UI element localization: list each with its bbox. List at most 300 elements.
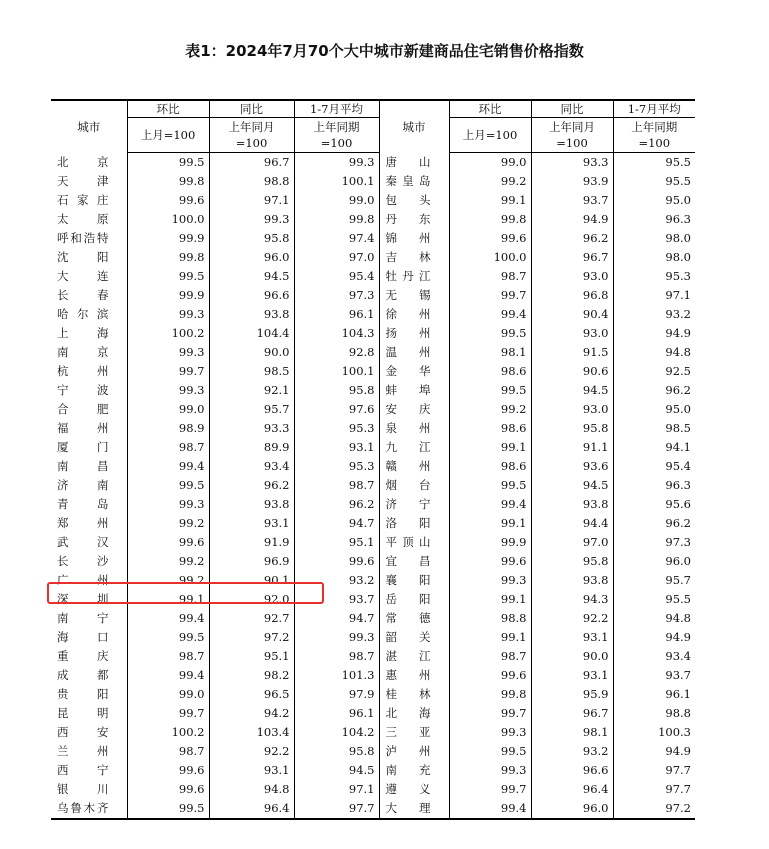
avg-left-cell: 92.8 bbox=[294, 343, 379, 362]
avg-left-cell: 99.3 bbox=[294, 628, 379, 647]
yoy-left-cell: 96.6 bbox=[209, 286, 294, 305]
yoy-right-cell: 95.8 bbox=[531, 419, 613, 438]
yoy-left-cell: 95.7 bbox=[209, 400, 294, 419]
mom-right-cell: 98.1 bbox=[449, 343, 531, 362]
city-right-cell: 泸州 bbox=[379, 742, 449, 761]
table-row bbox=[51, 552, 695, 571]
mom-left-cell: 99.1 bbox=[127, 590, 209, 609]
mom-left-cell: 98.7 bbox=[127, 742, 209, 761]
city-left-cell: 合肥 bbox=[57, 402, 109, 416]
yoy-right-cell: 93.0 bbox=[531, 400, 613, 419]
yoy-right-cell: 94.5 bbox=[531, 381, 613, 400]
mom-left-cell: 99.5 bbox=[127, 153, 209, 173]
city-right-cell: 济宁 bbox=[379, 495, 449, 514]
header-mom-base-right: 上月=100 bbox=[449, 118, 531, 153]
mom-right-cell: 99.4 bbox=[449, 495, 531, 514]
header-city-left: 城市 bbox=[77, 119, 101, 134]
table-row bbox=[51, 400, 695, 419]
mom-right-cell: 99.1 bbox=[449, 514, 531, 533]
yoy-right-cell: 94.3 bbox=[531, 590, 613, 609]
avg-right-cell: 95.5 bbox=[613, 153, 695, 173]
avg-left-cell: 95.4 bbox=[294, 267, 379, 286]
avg-right-cell: 97.1 bbox=[613, 286, 695, 305]
city-left-cell: 西安 bbox=[57, 725, 109, 739]
yoy-left-cell: 98.2 bbox=[209, 666, 294, 685]
yoy-left-cell: 92.2 bbox=[209, 742, 294, 761]
yoy-left-cell: 104.4 bbox=[209, 324, 294, 343]
avg-right-cell: 96.2 bbox=[613, 514, 695, 533]
yoy-right-cell: 93.9 bbox=[531, 172, 613, 191]
avg-left-cell: 94.7 bbox=[294, 609, 379, 628]
yoy-left-cell: 91.9 bbox=[209, 533, 294, 552]
yoy-right-cell: 93.0 bbox=[531, 324, 613, 343]
city-left-cell: 重庆 bbox=[57, 649, 109, 663]
city-right-cell: 扬州 bbox=[379, 324, 449, 343]
avg-left-cell: 97.6 bbox=[294, 400, 379, 419]
yoy-left-cell: 96.0 bbox=[209, 248, 294, 267]
yoy-left-cell: 93.8 bbox=[209, 305, 294, 324]
yoy-right-cell: 93.6 bbox=[531, 457, 613, 476]
header-yoy-base-left: 上年同月 =100 bbox=[209, 118, 294, 153]
yoy-left-cell: 93.4 bbox=[209, 457, 294, 476]
avg-right-cell: 95.4 bbox=[613, 457, 695, 476]
header-mom-left: 环比 bbox=[127, 100, 209, 118]
header-yoy-left: 同比 bbox=[209, 100, 294, 118]
table-row bbox=[51, 799, 695, 819]
avg-left-cell: 104.2 bbox=[294, 723, 379, 742]
table-row bbox=[51, 419, 695, 438]
avg-right-cell: 96.3 bbox=[613, 210, 695, 229]
city-right-cell: 大理 bbox=[379, 799, 449, 819]
yoy-left-cell: 95.8 bbox=[209, 229, 294, 248]
yoy-left-cell: 95.1 bbox=[209, 647, 294, 666]
yoy-left-cell: 92.0 bbox=[209, 590, 294, 609]
mom-left-cell: 99.0 bbox=[127, 400, 209, 419]
avg-right-cell: 98.0 bbox=[613, 229, 695, 248]
avg-left-cell: 98.7 bbox=[294, 647, 379, 666]
avg-right-cell: 94.9 bbox=[613, 324, 695, 343]
city-left-cell: 济南 bbox=[57, 478, 109, 492]
avg-right-cell: 92.5 bbox=[613, 362, 695, 381]
avg-left-cell: 94.7 bbox=[294, 514, 379, 533]
avg-left-cell: 98.7 bbox=[294, 476, 379, 495]
table-row bbox=[51, 495, 695, 514]
mom-left-cell: 98.7 bbox=[127, 647, 209, 666]
city-left-cell: 武汉 bbox=[57, 535, 109, 549]
avg-left-cell: 93.7 bbox=[294, 590, 379, 609]
table-row bbox=[51, 457, 695, 476]
mom-right-cell: 99.3 bbox=[449, 761, 531, 780]
avg-left-cell: 95.8 bbox=[294, 742, 379, 761]
header-avg-left: 1-7月平均 bbox=[294, 100, 379, 118]
yoy-right-cell: 96.7 bbox=[531, 248, 613, 267]
city-left-cell: 昆明 bbox=[57, 706, 109, 720]
yoy-right-cell: 96.4 bbox=[531, 780, 613, 799]
avg-right-cell: 95.0 bbox=[613, 191, 695, 210]
city-right-cell: 湛江 bbox=[379, 647, 449, 666]
table-row bbox=[51, 514, 695, 533]
mom-left-cell: 99.5 bbox=[127, 267, 209, 286]
city-left-cell: 南京 bbox=[57, 345, 109, 359]
table-row bbox=[51, 229, 695, 248]
yoy-right-cell: 93.3 bbox=[531, 153, 613, 173]
yoy-left-cell: 93.1 bbox=[209, 761, 294, 780]
mom-left-cell: 99.9 bbox=[127, 286, 209, 305]
city-right-cell: 韶关 bbox=[379, 628, 449, 647]
table-row bbox=[51, 533, 695, 552]
mom-right-cell: 99.6 bbox=[449, 666, 531, 685]
yoy-right-cell: 96.0 bbox=[531, 799, 613, 819]
yoy-right-cell: 96.7 bbox=[531, 704, 613, 723]
mom-right-cell: 99.4 bbox=[449, 305, 531, 324]
avg-left-cell: 94.5 bbox=[294, 761, 379, 780]
city-left-cell: 深圳 bbox=[57, 592, 109, 606]
table-row bbox=[51, 172, 695, 191]
city-left-cell: 西宁 bbox=[57, 763, 109, 777]
mom-right-cell: 99.6 bbox=[449, 229, 531, 248]
table-row bbox=[51, 780, 695, 799]
mom-right-cell: 98.6 bbox=[449, 419, 531, 438]
yoy-right-cell: 94.9 bbox=[531, 210, 613, 229]
city-left-cell: 大连 bbox=[57, 269, 109, 283]
avg-left-cell: 97.4 bbox=[294, 229, 379, 248]
city-right-cell: 九江 bbox=[379, 438, 449, 457]
city-left-cell: 兰州 bbox=[57, 744, 109, 758]
yoy-right-cell: 96.2 bbox=[531, 229, 613, 248]
yoy-right-cell: 90.6 bbox=[531, 362, 613, 381]
mom-right-cell: 99.5 bbox=[449, 324, 531, 343]
avg-right-cell: 95.5 bbox=[613, 590, 695, 609]
mom-right-cell: 99.7 bbox=[449, 780, 531, 799]
city-right-cell: 安庆 bbox=[379, 400, 449, 419]
header-mom-base-left: 上月=100 bbox=[127, 118, 209, 153]
city-left-cell: 郑州 bbox=[57, 516, 109, 530]
city-left-cell: 成都 bbox=[57, 668, 109, 682]
yoy-right-cell: 94.5 bbox=[531, 476, 613, 495]
mom-left-cell: 100.2 bbox=[127, 324, 209, 343]
city-right-cell: 烟台 bbox=[379, 476, 449, 495]
avg-right-cell: 95.3 bbox=[613, 267, 695, 286]
mom-left-cell: 99.2 bbox=[127, 571, 209, 590]
city-right-cell: 遵义 bbox=[379, 780, 449, 799]
yoy-left-cell: 96.7 bbox=[209, 153, 294, 173]
city-right-cell: 牡丹江 bbox=[379, 267, 449, 286]
city-left-cell: 北京 bbox=[57, 154, 109, 169]
mom-right-cell: 98.7 bbox=[449, 647, 531, 666]
yoy-right-cell: 91.5 bbox=[531, 343, 613, 362]
city-right-cell: 平顶山 bbox=[379, 533, 449, 552]
avg-left-cell: 95.1 bbox=[294, 533, 379, 552]
avg-left-cell: 104.3 bbox=[294, 324, 379, 343]
avg-right-cell: 100.3 bbox=[613, 723, 695, 742]
mom-right-cell: 98.6 bbox=[449, 362, 531, 381]
city-right-cell: 南充 bbox=[379, 761, 449, 780]
yoy-left-cell: 96.9 bbox=[209, 552, 294, 571]
mom-right-cell: 99.1 bbox=[449, 438, 531, 457]
avg-right-cell: 98.8 bbox=[613, 704, 695, 723]
city-right-cell: 惠州 bbox=[379, 666, 449, 685]
city-right-cell: 丹东 bbox=[379, 210, 449, 229]
mom-left-cell: 98.9 bbox=[127, 419, 209, 438]
avg-right-cell: 96.2 bbox=[613, 381, 695, 400]
yoy-right-cell: 95.8 bbox=[531, 552, 613, 571]
table-row bbox=[51, 210, 695, 229]
mom-left-cell: 99.8 bbox=[127, 248, 209, 267]
yoy-left-cell: 92.7 bbox=[209, 609, 294, 628]
table-row bbox=[51, 248, 695, 267]
yoy-right-cell: 93.2 bbox=[531, 742, 613, 761]
table-row bbox=[51, 153, 695, 173]
yoy-right-cell: 93.7 bbox=[531, 191, 613, 210]
city-left-cell: 太原 bbox=[57, 212, 109, 226]
table-title: 表1：2024年7月70个大中城市新建商品住宅销售价格指数 bbox=[185, 42, 584, 60]
mom-left-cell: 99.6 bbox=[127, 191, 209, 210]
avg-left-cell: 96.1 bbox=[294, 305, 379, 324]
avg-right-cell: 93.4 bbox=[613, 647, 695, 666]
city-left-cell: 银川 bbox=[57, 782, 109, 796]
avg-left-cell: 97.3 bbox=[294, 286, 379, 305]
header-mom-right: 环比 bbox=[449, 100, 531, 118]
city-right-cell: 三亚 bbox=[379, 723, 449, 742]
city-right-cell: 岳阳 bbox=[379, 590, 449, 609]
city-left-cell: 福州 bbox=[57, 421, 109, 435]
mom-right-cell: 99.2 bbox=[449, 400, 531, 419]
table-row bbox=[51, 761, 695, 780]
avg-left-cell: 99.3 bbox=[294, 153, 379, 173]
mom-right-cell: 99.9 bbox=[449, 533, 531, 552]
avg-right-cell: 94.9 bbox=[613, 742, 695, 761]
yoy-right-cell: 91.1 bbox=[531, 438, 613, 457]
avg-right-cell: 98.5 bbox=[613, 419, 695, 438]
mom-right-cell: 98.7 bbox=[449, 267, 531, 286]
header-avg-base-left: 上年同期 =100 bbox=[294, 118, 379, 153]
mom-left-cell: 100.2 bbox=[127, 723, 209, 742]
yoy-right-cell: 97.0 bbox=[531, 533, 613, 552]
mom-left-cell: 99.6 bbox=[127, 761, 209, 780]
avg-right-cell: 95.5 bbox=[613, 172, 695, 191]
mom-left-cell: 99.7 bbox=[127, 704, 209, 723]
avg-right-cell: 94.9 bbox=[613, 628, 695, 647]
table-row bbox=[51, 343, 695, 362]
avg-left-cell: 97.1 bbox=[294, 780, 379, 799]
mom-left-cell: 99.5 bbox=[127, 799, 209, 819]
header-avg-base-right: 上年同期 =100 bbox=[613, 118, 695, 153]
avg-right-cell: 94.8 bbox=[613, 343, 695, 362]
yoy-right-cell: 98.1 bbox=[531, 723, 613, 742]
yoy-left-cell: 93.3 bbox=[209, 419, 294, 438]
yoy-right-cell: 93.8 bbox=[531, 495, 613, 514]
mom-left-cell: 100.0 bbox=[127, 210, 209, 229]
mom-left-cell: 99.6 bbox=[127, 533, 209, 552]
mom-right-cell: 99.1 bbox=[449, 628, 531, 647]
table-row bbox=[51, 647, 695, 666]
city-right-cell: 襄阳 bbox=[379, 571, 449, 590]
yoy-left-cell: 97.2 bbox=[209, 628, 294, 647]
avg-left-cell: 101.3 bbox=[294, 666, 379, 685]
mom-left-cell: 99.9 bbox=[127, 229, 209, 248]
price-index-table bbox=[51, 99, 695, 820]
avg-right-cell: 97.3 bbox=[613, 533, 695, 552]
yoy-right-cell: 93.1 bbox=[531, 628, 613, 647]
mom-right-cell: 99.5 bbox=[449, 381, 531, 400]
avg-right-cell: 95.6 bbox=[613, 495, 695, 514]
mom-left-cell: 99.2 bbox=[127, 514, 209, 533]
yoy-left-cell: 92.1 bbox=[209, 381, 294, 400]
city-left-cell: 呼和浩特 bbox=[57, 231, 109, 245]
city-right-cell: 徐州 bbox=[379, 305, 449, 324]
table-row bbox=[51, 324, 695, 343]
mom-left-cell: 99.4 bbox=[127, 457, 209, 476]
city-left-cell: 天津 bbox=[57, 174, 109, 188]
avg-right-cell: 93.2 bbox=[613, 305, 695, 324]
header-avg-right: 1-7月平均 bbox=[613, 100, 695, 118]
city-left-cell: 厦门 bbox=[57, 440, 109, 454]
mom-left-cell: 99.5 bbox=[127, 628, 209, 647]
yoy-left-cell: 98.8 bbox=[209, 172, 294, 191]
city-left-cell: 广州 bbox=[57, 573, 109, 587]
city-right-cell: 秦皇岛 bbox=[379, 172, 449, 191]
avg-right-cell: 94.8 bbox=[613, 609, 695, 628]
avg-right-cell: 97.7 bbox=[613, 780, 695, 799]
mom-right-cell: 99.0 bbox=[449, 153, 531, 173]
avg-right-cell: 95.0 bbox=[613, 400, 695, 419]
yoy-left-cell: 94.5 bbox=[209, 267, 294, 286]
yoy-right-cell: 96.6 bbox=[531, 761, 613, 780]
table-row bbox=[51, 476, 695, 495]
table-row bbox=[51, 286, 695, 305]
city-right-cell: 常德 bbox=[379, 609, 449, 628]
mom-left-cell: 99.8 bbox=[127, 172, 209, 191]
city-left-cell: 南昌 bbox=[57, 459, 109, 473]
city-left-cell: 哈尔滨 bbox=[57, 307, 109, 321]
mom-right-cell: 99.4 bbox=[449, 799, 531, 819]
city-right-cell: 锦州 bbox=[379, 229, 449, 248]
mom-right-cell: 99.2 bbox=[449, 172, 531, 191]
table-row bbox=[51, 628, 695, 647]
avg-left-cell: 95.3 bbox=[294, 419, 379, 438]
avg-right-cell: 93.7 bbox=[613, 666, 695, 685]
city-right-cell: 无锡 bbox=[379, 286, 449, 305]
avg-right-cell: 95.7 bbox=[613, 571, 695, 590]
city-left-cell: 青岛 bbox=[57, 497, 109, 511]
avg-left-cell: 99.8 bbox=[294, 210, 379, 229]
avg-right-cell: 96.3 bbox=[613, 476, 695, 495]
mom-left-cell: 99.6 bbox=[127, 780, 209, 799]
avg-right-cell: 94.1 bbox=[613, 438, 695, 457]
avg-right-cell: 98.0 bbox=[613, 248, 695, 267]
yoy-right-cell: 92.2 bbox=[531, 609, 613, 628]
city-left-cell: 石家庄 bbox=[57, 193, 109, 207]
yoy-left-cell: 90.1 bbox=[209, 571, 294, 590]
avg-left-cell: 95.3 bbox=[294, 457, 379, 476]
avg-left-cell: 100.1 bbox=[294, 362, 379, 381]
mom-right-cell: 99.3 bbox=[449, 571, 531, 590]
mom-left-cell: 99.2 bbox=[127, 552, 209, 571]
avg-right-cell: 97.2 bbox=[613, 799, 695, 819]
mom-right-cell: 98.6 bbox=[449, 457, 531, 476]
yoy-right-cell: 90.4 bbox=[531, 305, 613, 324]
yoy-right-cell: 90.0 bbox=[531, 647, 613, 666]
mom-left-cell: 99.4 bbox=[127, 609, 209, 628]
shenzhen-highlight-box bbox=[47, 582, 324, 604]
yoy-left-cell: 98.5 bbox=[209, 362, 294, 381]
table-row bbox=[51, 362, 695, 381]
yoy-left-cell: 90.0 bbox=[209, 343, 294, 362]
yoy-left-cell: 94.8 bbox=[209, 780, 294, 799]
city-left-cell: 乌鲁木齐 bbox=[57, 801, 109, 815]
avg-left-cell: 93.1 bbox=[294, 438, 379, 457]
city-left-cell: 贵阳 bbox=[57, 687, 109, 701]
avg-left-cell: 95.8 bbox=[294, 381, 379, 400]
avg-left-cell: 96.2 bbox=[294, 495, 379, 514]
header-yoy-right: 同比 bbox=[531, 100, 613, 118]
yoy-left-cell: 103.4 bbox=[209, 723, 294, 742]
city-right-cell: 蚌埠 bbox=[379, 381, 449, 400]
avg-left-cell: 97.0 bbox=[294, 248, 379, 267]
avg-left-cell: 100.1 bbox=[294, 172, 379, 191]
yoy-left-cell: 93.1 bbox=[209, 514, 294, 533]
city-right-cell: 吉林 bbox=[379, 248, 449, 267]
city-left-cell: 上海 bbox=[57, 326, 109, 340]
city-right-cell: 赣州 bbox=[379, 457, 449, 476]
header-city-right: 城市 bbox=[379, 100, 449, 153]
city-left-cell: 长春 bbox=[57, 288, 109, 302]
mom-right-cell: 99.1 bbox=[449, 590, 531, 609]
city-left-cell: 海口 bbox=[57, 630, 109, 644]
mom-left-cell: 99.3 bbox=[127, 381, 209, 400]
table-row bbox=[51, 666, 695, 685]
city-right-cell: 泉州 bbox=[379, 419, 449, 438]
table-row bbox=[51, 438, 695, 457]
mom-right-cell: 99.3 bbox=[449, 723, 531, 742]
yoy-left-cell: 97.1 bbox=[209, 191, 294, 210]
header-yoy-base-right: 上年同月 =100 bbox=[531, 118, 613, 153]
table-row bbox=[51, 742, 695, 761]
city-right-cell: 北海 bbox=[379, 704, 449, 723]
table-row bbox=[51, 191, 695, 210]
yoy-left-cell: 96.4 bbox=[209, 799, 294, 819]
city-right-cell: 金华 bbox=[379, 362, 449, 381]
table-row bbox=[51, 685, 695, 704]
yoy-right-cell: 93.8 bbox=[531, 571, 613, 590]
city-right-cell: 包头 bbox=[379, 191, 449, 210]
table-body bbox=[51, 153, 695, 820]
city-right-cell: 唐山 bbox=[379, 153, 449, 173]
mom-right-cell: 100.0 bbox=[449, 248, 531, 267]
yoy-left-cell: 94.2 bbox=[209, 704, 294, 723]
mom-left-cell: 98.7 bbox=[127, 438, 209, 457]
city-right-cell: 温州 bbox=[379, 343, 449, 362]
yoy-right-cell: 94.4 bbox=[531, 514, 613, 533]
mom-right-cell: 99.7 bbox=[449, 704, 531, 723]
avg-right-cell: 97.7 bbox=[613, 761, 695, 780]
mom-left-cell: 99.5 bbox=[127, 476, 209, 495]
yoy-right-cell: 93.0 bbox=[531, 267, 613, 286]
mom-right-cell: 99.8 bbox=[449, 685, 531, 704]
table-row bbox=[51, 704, 695, 723]
yoy-left-cell: 89.9 bbox=[209, 438, 294, 457]
mom-right-cell: 99.5 bbox=[449, 476, 531, 495]
city-left-cell: 长沙 bbox=[57, 554, 109, 568]
yoy-left-cell: 93.8 bbox=[209, 495, 294, 514]
city-left-cell: 杭州 bbox=[57, 364, 109, 378]
mom-right-cell: 98.8 bbox=[449, 609, 531, 628]
avg-right-cell: 96.1 bbox=[613, 685, 695, 704]
mom-left-cell: 99.3 bbox=[127, 305, 209, 324]
avg-left-cell: 93.2 bbox=[294, 571, 379, 590]
table-row bbox=[51, 609, 695, 628]
table-row bbox=[51, 305, 695, 324]
